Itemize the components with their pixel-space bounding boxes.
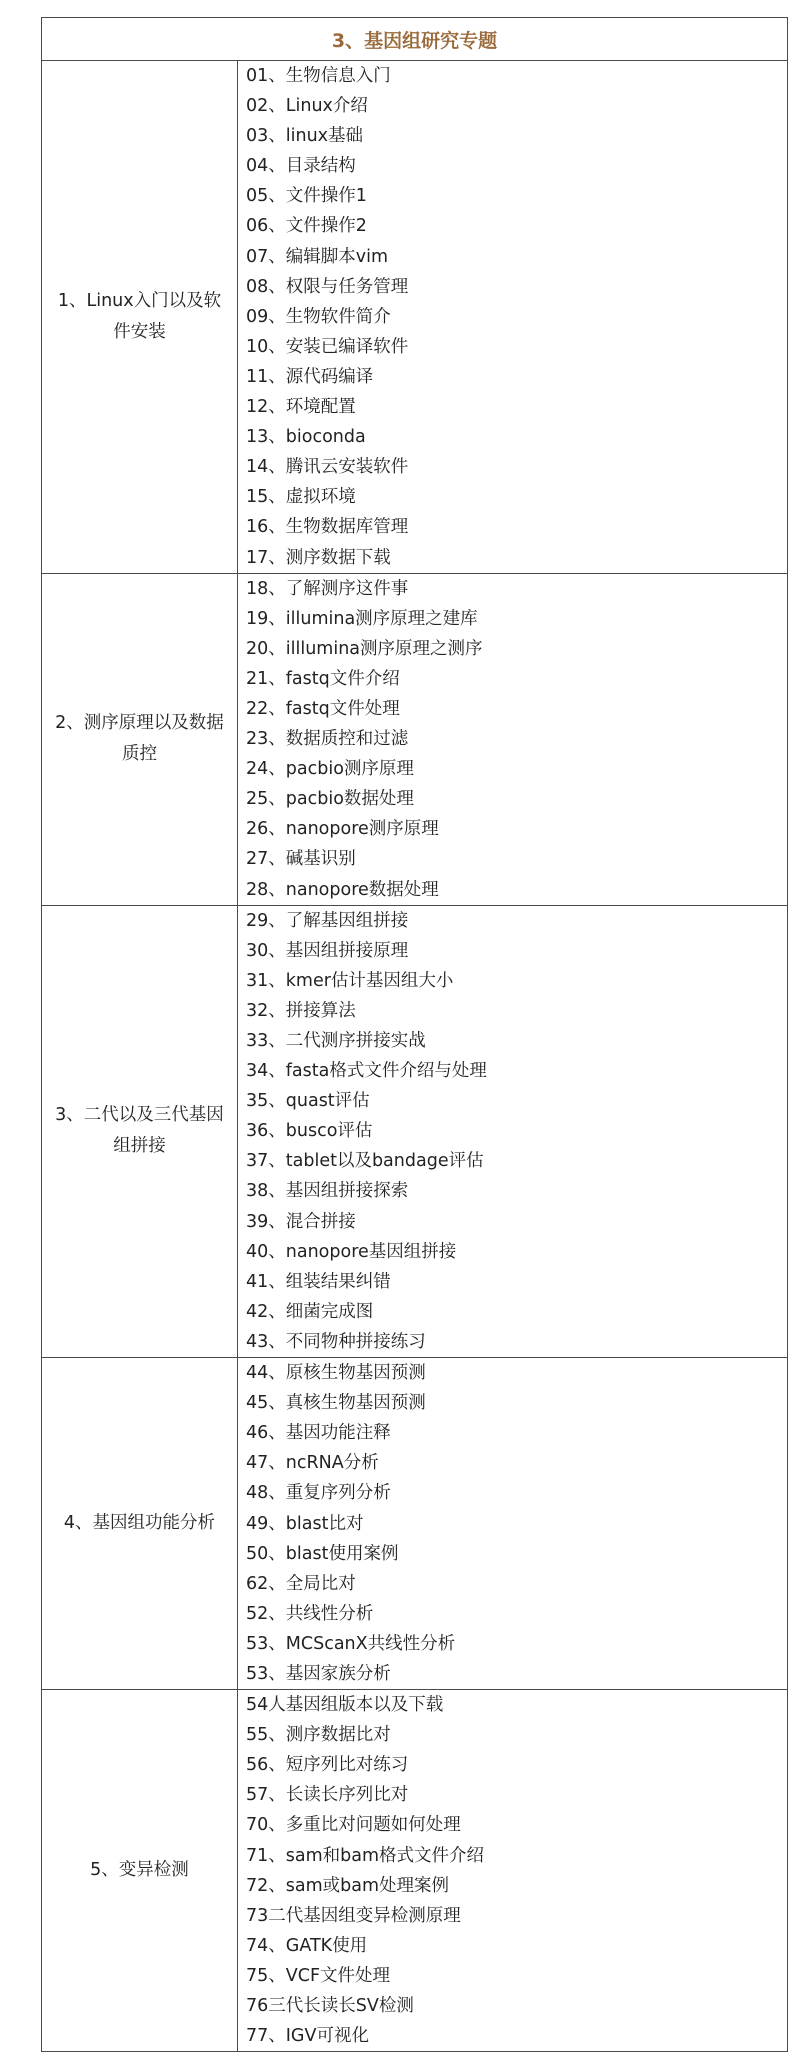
list-item: 27、碱基识别 <box>246 849 356 870</box>
list-item: 52、共线性分析 <box>246 1603 374 1624</box>
section-row <box>42 1358 788 1690</box>
list-item: 23、数据质控和过滤 <box>246 729 409 750</box>
table-title: 3、基因组研究专题 <box>42 18 788 61</box>
list-item: 44、原核生物基因预测 <box>246 1363 426 1384</box>
list-item: 54人基因组版本以及下载 <box>246 1695 444 1716</box>
list-item: 50、blast使用案例 <box>246 1543 399 1564</box>
course-table <box>41 17 788 2052</box>
list-item: 03、linux基础 <box>246 126 364 147</box>
list-item: 56、短序列比对练习 <box>246 1755 409 1776</box>
list-item: 30、基因组拼接原理 <box>246 940 409 961</box>
list-item: 34、fasta格式文件介绍与处理 <box>246 1061 487 1082</box>
list-item: 02、Linux介绍 <box>246 96 368 117</box>
section-name: 3、二代以及三代基因组拼接 <box>42 905 238 1357</box>
list-item: 41、组装结果纠错 <box>246 1271 391 1292</box>
section-items <box>238 905 788 1357</box>
list-item: 53、基因家族分析 <box>246 1663 391 1684</box>
list-item: 31、kmer估计基因组大小 <box>246 970 454 991</box>
list-item: 32、拼接算法 <box>246 1000 356 1021</box>
section-items <box>238 573 788 905</box>
list-item: 29、了解基因组拼接 <box>246 910 409 931</box>
list-item: 74、GATK使用 <box>246 1935 368 1956</box>
section-row <box>42 61 788 574</box>
list-item: 25、pacbio数据处理 <box>246 789 414 810</box>
list-item: 04、目录结构 <box>246 156 356 177</box>
list-item: 47、ncRNA分析 <box>246 1453 379 1474</box>
section-name: 1、Linux入门以及软件安装 <box>42 61 238 574</box>
list-item: 14、腾讯云安装软件 <box>246 457 409 478</box>
section-row <box>42 1690 788 2052</box>
list-item: 13、bioconda <box>246 427 366 448</box>
list-item: 39、混合拼接 <box>246 1211 356 1232</box>
list-item: 21、fastq文件介绍 <box>246 668 400 689</box>
list-item: 73二代基因组变异检测原理 <box>246 1905 461 1926</box>
list-item: 38、基因组拼接探索 <box>246 1181 409 1202</box>
title-row <box>42 18 788 61</box>
list-item: 42、细菌完成图 <box>246 1301 374 1322</box>
list-item: 36、busco评估 <box>246 1121 373 1142</box>
list-item: 45、真核生物基因预测 <box>246 1393 426 1414</box>
document-page <box>41 17 788 2052</box>
list-item: 24、pacbio测序原理 <box>246 759 414 780</box>
list-item: 57、长读长序列比对 <box>246 1785 409 1806</box>
list-item: 15、虚拟环境 <box>246 487 356 508</box>
list-item: 46、基因功能注释 <box>246 1423 391 1444</box>
list-item: 43、不同物种拼接练习 <box>246 1331 426 1352</box>
list-item: 11、源代码编译 <box>246 366 374 387</box>
section-items <box>238 1358 788 1690</box>
list-item: 72、sam或bam处理案例 <box>246 1875 450 1896</box>
list-item: 53、MCScanX共线性分析 <box>246 1633 456 1654</box>
section-items <box>238 1690 788 2052</box>
list-item: 09、生物软件简介 <box>246 306 391 327</box>
list-item: 28、nanopore数据处理 <box>246 879 439 900</box>
table-body <box>42 61 788 2052</box>
list-item: 40、nanopore基因组拼接 <box>246 1241 457 1262</box>
list-item: 48、重复序列分析 <box>246 1483 391 1504</box>
section-name: 4、基因组功能分析 <box>42 1358 238 1690</box>
list-item: 62、全局比对 <box>246 1573 356 1594</box>
list-item: 12、环境配置 <box>246 397 356 418</box>
list-item: 37、tablet以及bandage评估 <box>246 1151 484 1172</box>
list-item: 05、文件操作1 <box>246 186 367 207</box>
section-name: 5、变异检测 <box>42 1690 238 2052</box>
list-item: 55、测序数据比对 <box>246 1725 391 1746</box>
list-item: 10、安装已编译软件 <box>246 336 409 357</box>
list-item: 26、nanopore测序原理 <box>246 819 439 840</box>
list-item: 07、编辑脚本vim <box>246 246 389 267</box>
list-item: 71、sam和bam格式文件介绍 <box>246 1845 485 1866</box>
list-item: 19、illumina测序原理之建库 <box>246 608 478 629</box>
list-item: 20、illlumina测序原理之测序 <box>246 638 483 659</box>
list-item: 01、生物信息入门 <box>246 66 391 86</box>
list-item: 76三代长读长SV检测 <box>246 1996 414 2016</box>
section-items <box>238 61 788 574</box>
list-item: 06、文件操作2 <box>246 216 367 237</box>
section-row <box>42 573 788 905</box>
list-item: 08、权限与任务管理 <box>246 276 409 297</box>
list-item: 17、测序数据下载 <box>246 547 391 568</box>
list-item: 22、fastq文件处理 <box>246 698 400 719</box>
list-item: 16、生物数据库管理 <box>246 517 409 538</box>
list-item: 33、二代测序拼接实战 <box>246 1031 426 1051</box>
section-name: 2、测序原理以及数据质控 <box>42 573 238 905</box>
list-item: 77、IGV可视化 <box>246 2026 369 2047</box>
list-item: 75、VCF文件处理 <box>246 1965 391 1986</box>
list-item: 70、多重比对问题如何处理 <box>246 1815 461 1836</box>
section-row <box>42 905 788 1357</box>
list-item: 49、blast比对 <box>246 1513 364 1534</box>
list-item: 18、了解测序这件事 <box>246 578 409 599</box>
list-item: 35、quast评估 <box>246 1091 370 1112</box>
